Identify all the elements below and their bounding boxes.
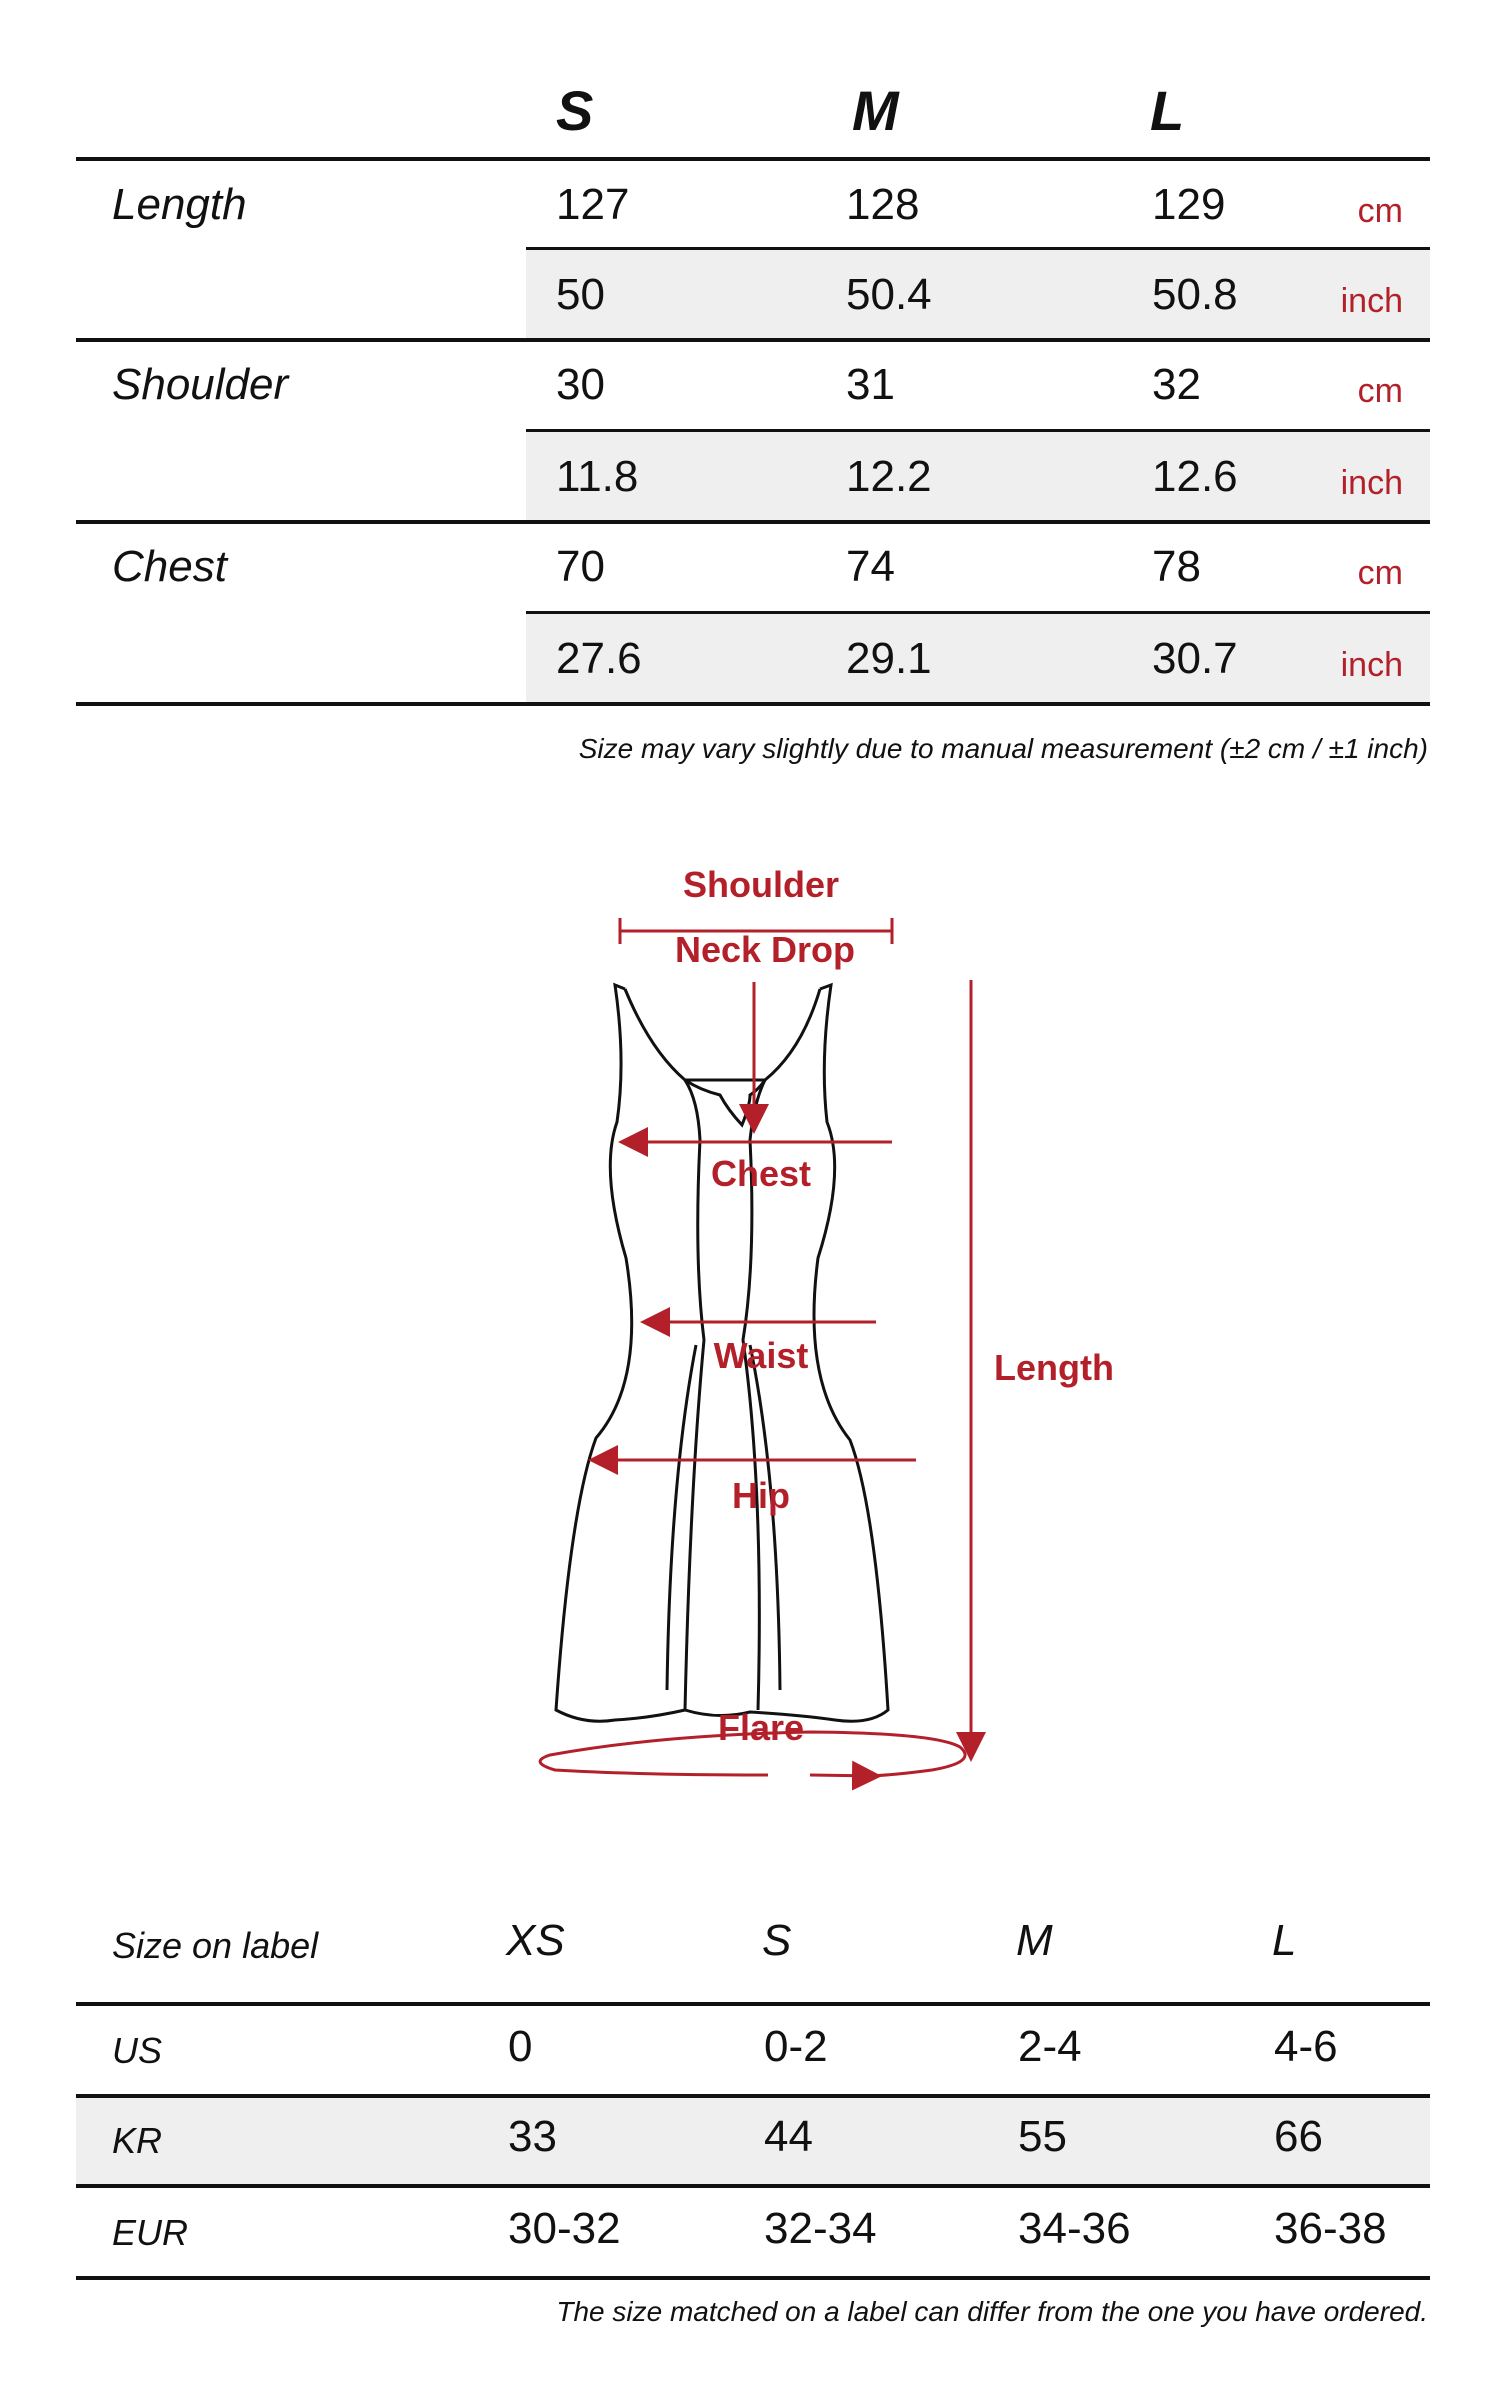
unit-cm: cm [1357,372,1403,410]
row-shade [526,431,1430,521]
table-rule [76,2094,1430,2098]
label-neck-drop: Neck Drop [674,929,856,970]
label-chest: Chest [710,1153,812,1194]
cell-value: 32-34 [764,2204,877,2253]
measurement-note: Size may vary slightly due to manual measurement (±2 cm / ±1 inch) [578,733,1428,764]
row-shade [526,613,1430,703]
label-waist: Waist [713,1335,809,1376]
label-header-l: L [1272,1916,1297,1965]
flare-arrow [810,1775,876,1776]
table-rule [76,2184,1430,2188]
table-subrule [526,429,1430,432]
cell-value: 32 [1152,360,1201,409]
row-shade [76,2096,1430,2184]
cell-value: 0-2 [764,2022,828,2071]
cell-value: 12.6 [1152,452,1238,501]
table-subrule [526,247,1430,250]
table-rule [76,2276,1430,2280]
label-length: Length [994,1347,1114,1388]
size-header-m: M [852,79,899,142]
cell-value: 66 [1274,2112,1323,2161]
cell-value: 33 [508,2112,557,2161]
size-header-s: S [556,79,594,142]
cell-value: 50 [556,270,605,319]
cell-value: 27.6 [556,634,642,683]
dress-diagram [480,840,1120,1820]
cell-value: 50.8 [1152,270,1238,319]
cell-value: 44 [764,2112,813,2161]
table-rule [76,520,1430,524]
label-header-s: S [762,1916,792,1965]
table-subrule [526,611,1430,614]
label-shoulder: Shoulder [682,864,840,905]
cell-value: 50.4 [846,270,932,319]
cell-value: 12.2 [846,452,932,501]
region-kr: KR [112,2120,163,2161]
measure-name-chest: Chest [112,542,227,591]
label-header-xs: XS [506,1916,565,1965]
cell-value: 78 [1152,542,1201,591]
cell-value: 30.7 [1152,634,1238,683]
size-on-label-header: Size on label [112,1925,319,1966]
label-hip: Hip [732,1475,790,1516]
cell-value: 127 [556,180,630,229]
size-header-l: L [1150,79,1185,142]
cell-value: 129 [1152,180,1226,229]
unit-cm: cm [1357,192,1403,230]
table-rule [76,157,1430,161]
region-us: US [112,2030,163,2071]
unit-cm: cm [1357,554,1403,592]
measure-name-shoulder: Shoulder [112,360,289,409]
unit-inch: inch [1340,464,1403,502]
unit-inch: inch [1340,282,1403,320]
table-rule [76,2002,1430,2006]
cell-value: 29.1 [846,634,932,683]
cell-value: 74 [846,542,895,591]
cell-value: 30-32 [508,2204,621,2253]
cell-value: 30 [556,360,605,409]
cell-value: 34-36 [1018,2204,1131,2253]
cell-value: 31 [846,360,895,409]
cell-value: 2-4 [1018,2022,1082,2071]
label-note: The size matched on a label can differ from the one you have ordered. [556,2296,1428,2327]
cell-value: 4-6 [1274,2022,1338,2071]
cell-value: 128 [846,180,920,229]
cell-value: 55 [1018,2112,1067,2161]
cell-value: 11.8 [556,452,639,501]
table-rule [76,338,1430,342]
row-shade [526,249,1430,339]
measure-name-length: Length [112,180,247,229]
region-eur: EUR [112,2212,189,2253]
unit-inch: inch [1340,646,1403,684]
cell-value: 0 [508,2022,533,2071]
cell-value: 36-38 [1274,2204,1387,2253]
table-rule [76,702,1430,706]
label-flare: Flare [717,1707,805,1748]
label-header-m: M [1016,1916,1053,1965]
cell-value: 70 [556,542,605,591]
